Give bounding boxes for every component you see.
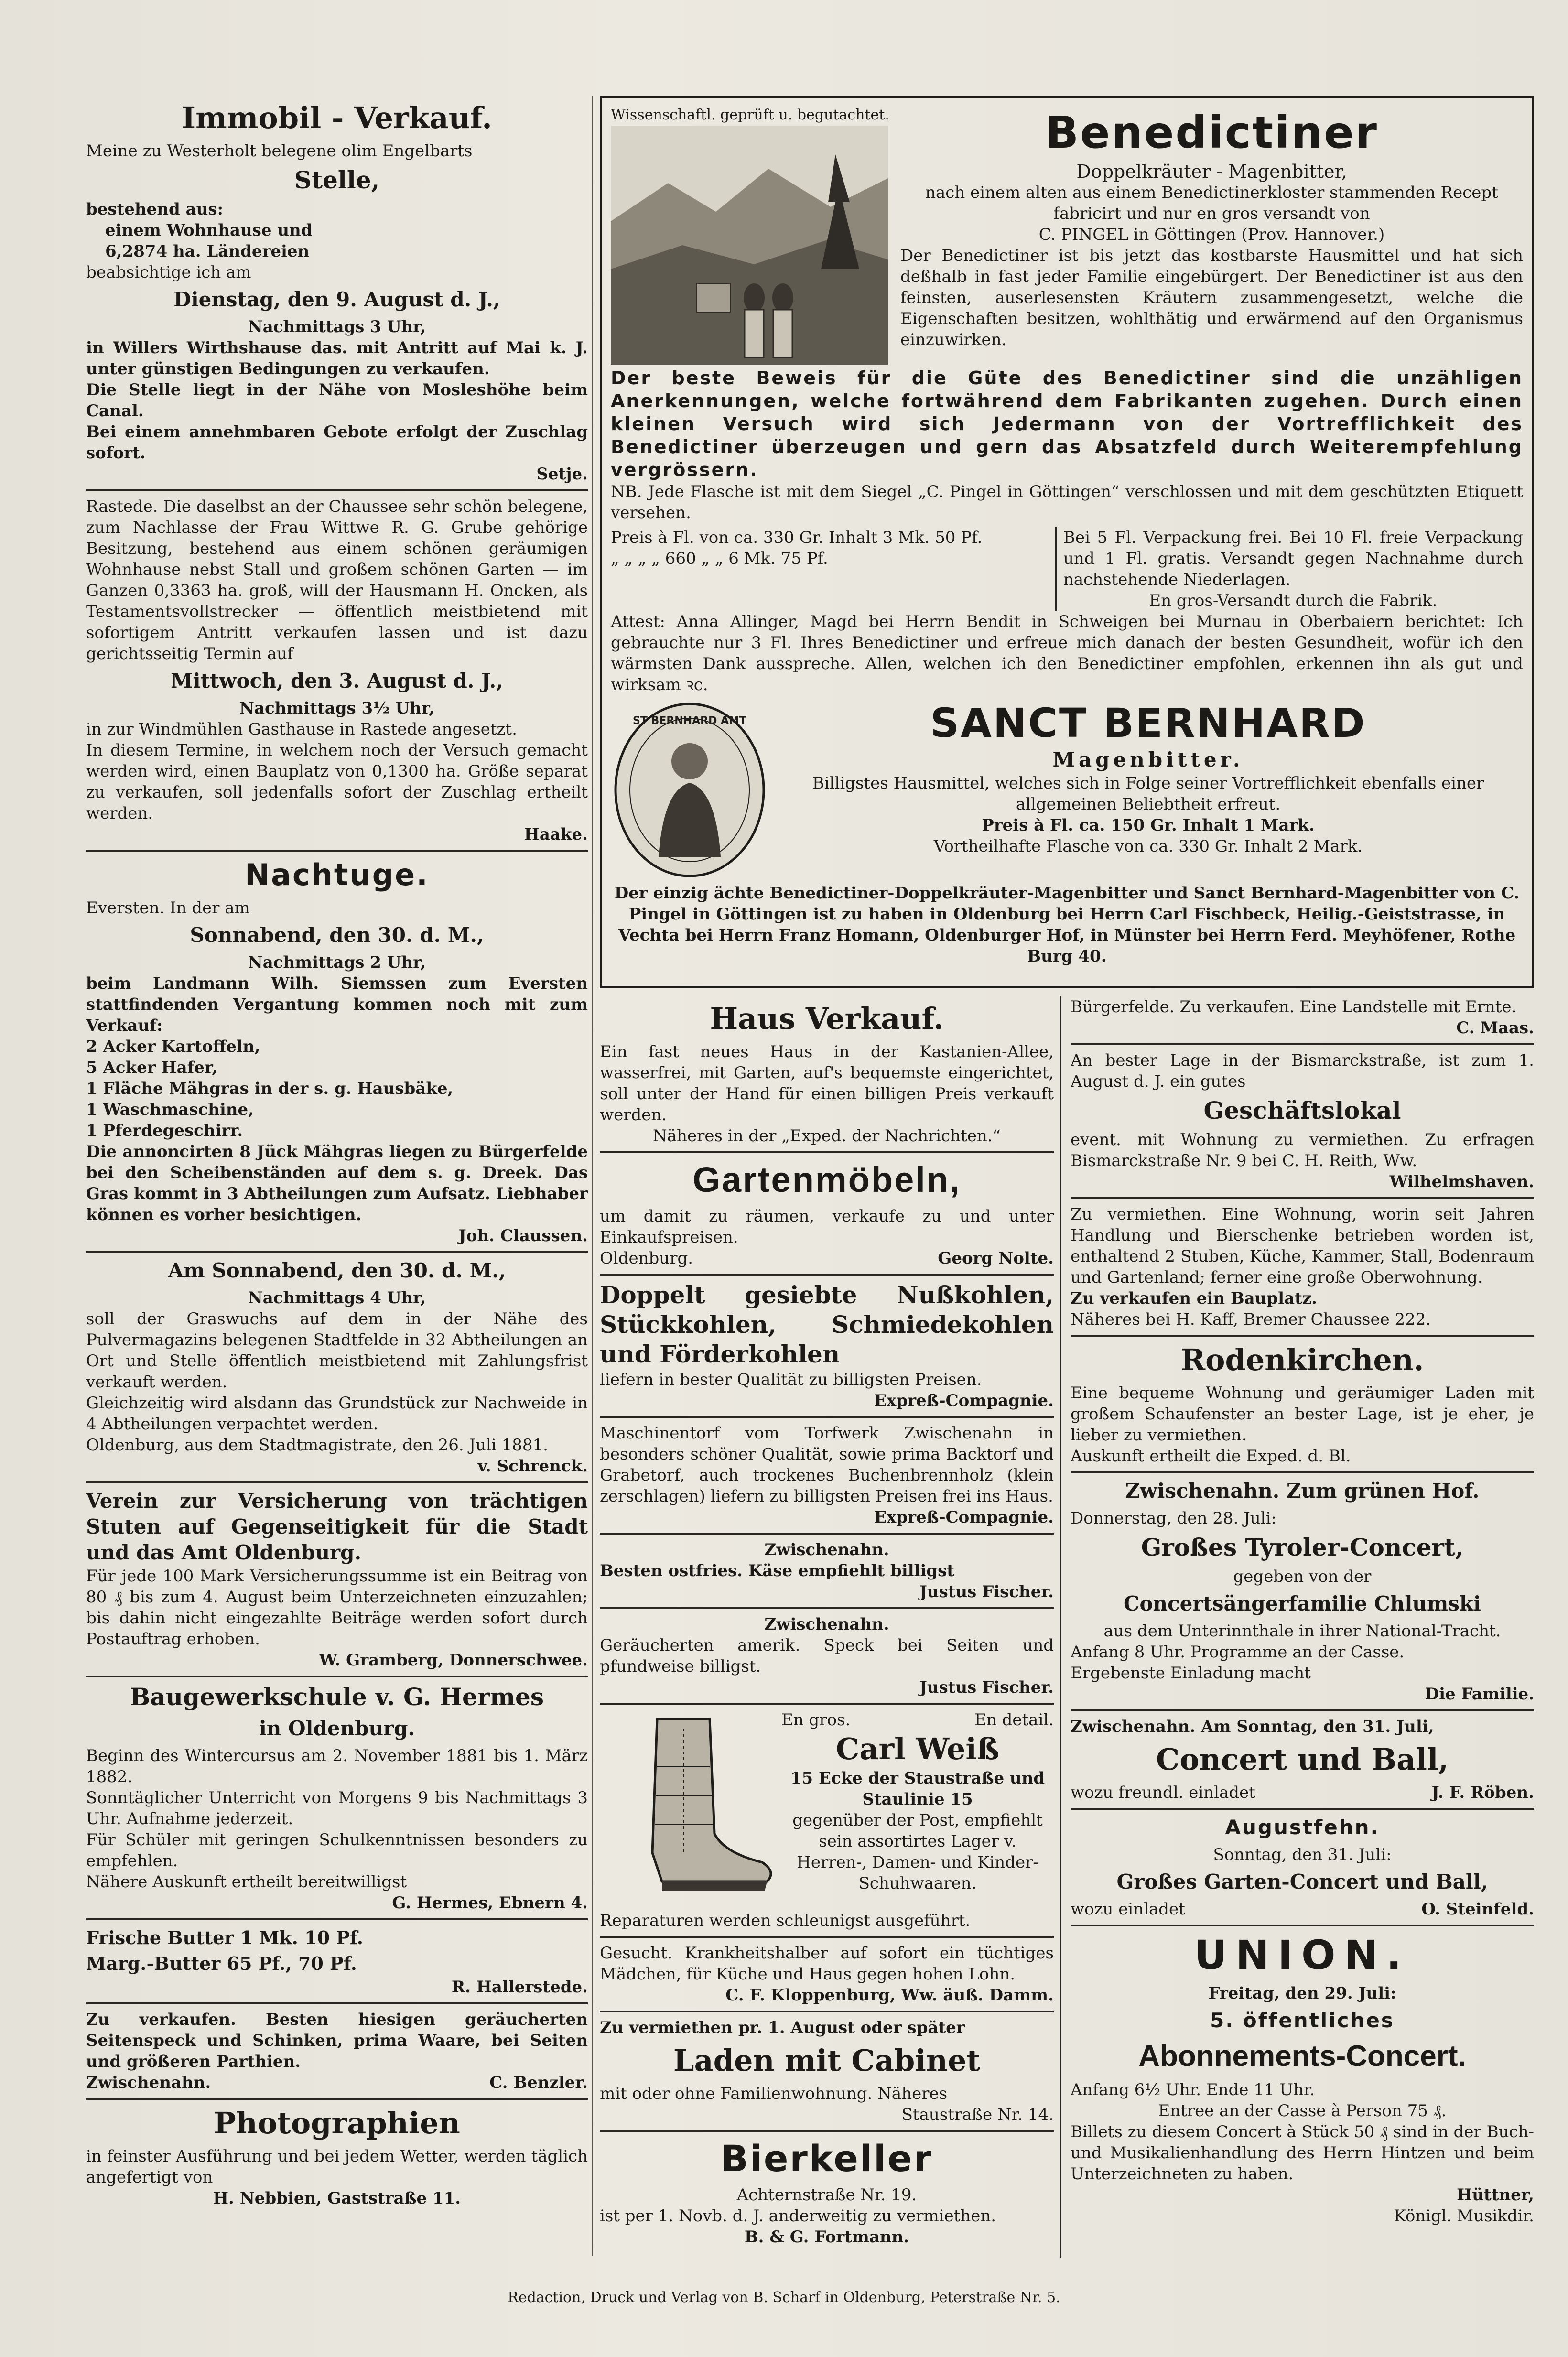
- ad-text: in Willers Wirthshause das. mit Antritt auf Mai k. J. unter günstigen Bedingungen zu verkaufen.: [86, 338, 588, 378]
- ad-text: Zu vermiethen pr. 1. August oder später: [600, 2018, 965, 2037]
- divider: [86, 2002, 588, 2004]
- ad-text: Am Sonnabend, den 30. d. M.,: [168, 1259, 506, 1282]
- ad-text: Ein fast neues Haus in der Kastanien-Allee, wasserfrei, mit Garten, auf's bequemste eingerichtet, soll unter der Hand für einen billigen Preis verkauft werden.: [600, 1042, 1054, 1124]
- ad-signature: R. Hallerstede.: [451, 1978, 588, 1997]
- ad-text: gegenüber der Post, empfiehlt sein assortirtes Lager v. Herren-, Damen- und Kinder-Schuhwaaren.: [792, 1811, 1043, 1893]
- ad-nachtuge: [86, 856, 588, 1246]
- ad-text: En gros.: [781, 1710, 851, 1730]
- ad-title: Augustfehn.: [1225, 1816, 1380, 1839]
- price-line: Preis à Fl. ca. 150 Gr. Inhalt 1 Mark.: [982, 816, 1315, 835]
- divider: [1071, 1471, 1534, 1473]
- ad-text: wozu einladet: [1071, 1900, 1185, 1919]
- divider: [600, 1416, 1054, 1418]
- ad-text: gegeben von der: [1233, 1567, 1372, 1586]
- ad-text: wozu freundl. einladet: [1071, 1783, 1255, 1802]
- ad-text: Anfang 8 Uhr. Programme an der Casse.: [1071, 1643, 1405, 1662]
- ad-augustfehn: [1071, 1815, 1534, 1920]
- ad-text: 5 Acker Hafer,: [86, 1058, 218, 1077]
- ad-rodenkirchen: [1071, 1341, 1534, 1467]
- ad-signature: Expreß-Compagnie.: [874, 1508, 1054, 1527]
- ad-title: Gartenmöbeln,: [692, 1160, 961, 1200]
- ad-signature: Georg Nolte.: [938, 1249, 1054, 1268]
- ad-text: Bürgerfelde. Zu verkaufen. Eine Landstelle mit Ernte.: [1071, 997, 1517, 1016]
- ad-text: 6,2874 ha. Ländereien: [105, 242, 310, 261]
- ad-text: Näheres bei H. Kaff, Bremer Chaussee 222.: [1071, 1310, 1431, 1329]
- divider: [86, 489, 588, 491]
- ad-benedictiner-box: [600, 96, 1534, 989]
- ad-text: En detail.: [974, 1710, 1054, 1730]
- ad-text: Nachmittags 3 Uhr,: [248, 317, 426, 336]
- ad-title-bernhard: SANCT BERNHARD: [930, 700, 1366, 746]
- ad-text: Anfang 6½ Uhr. Ende 11 Uhr.: [1071, 2080, 1315, 2099]
- shipping-terms: Bei 5 Fl. Verpackung frei. Bei 10 Fl. freie Verpackung und 1 Fl. gratis. Versandt gegen Nachnahme durch nachstehende Niederlagen.: [1063, 528, 1523, 589]
- ad-signature: W. Gramberg, Donnerschwee.: [319, 1651, 588, 1670]
- ad-text: Sonnabend, den 30. d. M.,: [190, 923, 484, 947]
- ad-text: Gleichzeitig wird alsdann das Grundstück zur Nachweide in 4 Abtheilungen verpachtet werden.: [86, 1394, 588, 1434]
- divider: [600, 2130, 1054, 2132]
- ad-text: Oldenburg, aus dem Stadtmagistrate, den 26. Juli 1881.: [86, 1436, 548, 1455]
- ad-text: Marg.-Butter 65 Pf., 70 Pf.: [86, 1953, 357, 1974]
- ad-emphasis: Der beste Beweis für die Güte des Benedictiner sind die unzähligen Anerkennungen, welche fortwährend dem Fabrikanten zugehen. Durch einen kleinen Versuch wird sich Jedermann von der Vortrefflichkeit des Benedictiner überzeugen und gern das Absatzfeld durch Weiterempfehlung vergrössern.: [611, 368, 1523, 480]
- seal-text: ST BERNHARD AMT: [633, 715, 746, 727]
- ad-torf: [600, 1423, 1054, 1528]
- ad-title: UNION.: [1194, 1932, 1410, 1979]
- ad-text: beabsichtige ich am: [86, 263, 251, 282]
- dealers-list: Der einzig ächte Benedictiner-Doppelkräuter-Magenbitter und Sanct Bernhard-Magenbitter von C. Pingel in Göttingen ist zu haben in Oldenburg bei Herrn Carl Fischbeck, Heilig.-Geiststrasse, in Vechta bei Herrn Franz Homann, Oldenburger Hof, in Münster bei Herrn Ferd. Meyhöfener, Rothe Burg 40.: [614, 884, 1520, 966]
- ad-place: Zwischenahn.: [764, 1615, 889, 1634]
- boot-illustration: [600, 1709, 781, 1910]
- ad-text: Billets zu diesem Concert à Stück 50 ₰ sind in der Buch- und Musikalienhandlung des Herrn Hintzen und beim Unterzeichneten zu haben.: [1071, 2122, 1534, 2184]
- ad-bierkeller: [600, 2137, 1054, 2248]
- ad-text: C. PINGEL in Göttingen (Prov. Hannover.): [1038, 225, 1385, 244]
- ad-place: Zwischenahn.: [86, 2073, 211, 2092]
- ad-tyroler-concert: [1071, 1478, 1534, 1705]
- ad-text: Achternstraße Nr. 19.: [736, 2185, 917, 2205]
- shipping-terms: En gros-Versandt durch die Fabrik.: [1149, 591, 1438, 610]
- ad-text: Zwischenahn. Am Sonntag, den 31. Juli,: [1071, 1717, 1434, 1736]
- ad-title: Nachtuge.: [245, 857, 429, 892]
- monk-seal-illustration: [611, 699, 773, 883]
- ad-signature: B. & G. Fortmann.: [744, 2227, 909, 2247]
- ad-text: aus dem Unterinnthale in ihrer National-Tracht.: [1103, 1622, 1501, 1641]
- ad-text: Sonntag, den 31. Juli:: [1213, 1845, 1392, 1864]
- ad-photographien: [86, 2105, 588, 2209]
- ad-text: Eine bequeme Wohnung und geräumiger Laden mit großem Schaufenster an bester Lage, ist je eher, je lieber zu vermiethen.: [1071, 1384, 1534, 1445]
- ad-text: An bester Lage in der Bismarckstraße, ist zum 1. August d. J. ein gutes: [1071, 1051, 1534, 1091]
- ad-text: Mittwoch, den 3. August d. J.,: [171, 669, 503, 692]
- ad-title: Benedictiner: [1045, 107, 1379, 158]
- ad-rastede: [86, 496, 588, 845]
- ad-text: Maschinentorf vom Torfwerk Zwischenahn in besonders schöner Qualität, sowie prima Backtorf und Grabetorf, auch trockenes Buchenbrennholz (klein zerschlagen) liefern zu billigsten Preisen frei ins Haus.: [600, 1424, 1054, 1506]
- ad-text: Zu verkaufen. Besten hiesigen geräucherten Seitenspeck und Schinken, prima Waare, bei Seiten und größeren Parthien.: [86, 2010, 588, 2071]
- ad-vermiethen: [1071, 1204, 1534, 1330]
- ad-text: nach einem alten aus einem Benedictinerkloster stammenden Recept fabricirt und nur en gros versandt von: [925, 183, 1498, 223]
- ad-text: 1 Waschmaschine,: [86, 1100, 254, 1119]
- ad-text: Nähere Auskunft ertheilt bereitwilligst: [86, 1872, 407, 1892]
- ad-headline: Concertsängerfamilie Chlumski: [1124, 1592, 1481, 1615]
- ad-text: einem Wohnhause und: [105, 221, 313, 240]
- divider: [86, 1918, 588, 1920]
- ad-text: Stelle,: [294, 166, 380, 194]
- engraving-monks-landscape: [611, 105, 893, 367]
- ad-text: Sonntäglicher Unterricht von Morgens 9 bis Nachmittags 3 Uhr. Aufnahme jederzeit.: [86, 1788, 588, 1828]
- ad-text: in zur Windmühlen Gasthause in Rastede angesetzt.: [86, 720, 517, 739]
- divider: [1071, 1043, 1534, 1045]
- ad-title: Zwischenahn. Zum grünen Hof.: [1125, 1479, 1480, 1503]
- ad-signature: C. F. Kloppenburg, Ww. äuß. Damm.: [725, 1986, 1054, 2005]
- ad-headline: Großes Tyroler-Concert,: [1141, 1533, 1464, 1561]
- ad-text: 1 Fläche Mähgras in der s. g. Hausbäke,: [86, 1079, 454, 1098]
- ad-signature: Justus Fischer.: [919, 1582, 1054, 1601]
- ad-signature: Hüttner,: [1457, 2185, 1534, 2205]
- ad-signature: O. Steinfeld.: [1421, 1900, 1534, 1919]
- ad-text: Auskunft ertheilt die Exped. d. Bl.: [1071, 1447, 1351, 1466]
- ad-text: Nachmittags 3½ Uhr,: [239, 699, 435, 718]
- ad-kohlen: [600, 1280, 1054, 1411]
- imprint-footer: Redaction, Druck und Verlag von B. Scharf in Oldenburg, Peterstraße Nr. 5.: [508, 2289, 1060, 2306]
- price-line: Vortheilhafte Flasche von ca. 330 Gr. Inhalt 2 Mark.: [933, 837, 1363, 856]
- ad-subtitle: Doppelkräuter - Magenbitter,: [1076, 161, 1347, 182]
- ad-buergerfelde: [1071, 996, 1534, 1038]
- ad-text: Dienstag, den 9. August d. J.,: [173, 288, 500, 311]
- ad-signature: Joh. Claussen.: [458, 1226, 588, 1245]
- ad-geschaeftslokal: [1071, 1050, 1534, 1192]
- divider: [1071, 1709, 1534, 1711]
- ad-signature: C. Benzler.: [489, 2073, 588, 2092]
- ad-text: Gesucht. Krankheitshalber auf sofort ein tüchtiges Mädchen, für Küche und Haus gegen hohen Lohn.: [600, 1944, 1054, 1984]
- ad-benzler: [86, 2009, 588, 2093]
- divider: [1071, 1808, 1534, 1810]
- divider: [600, 1607, 1054, 1609]
- divider: [600, 1936, 1054, 1938]
- ad-text: Näheres in der „Exped. der Nachrichten.“: [653, 1126, 1001, 1146]
- ad-text: Ergebenste Einladung macht: [1071, 1664, 1311, 1683]
- divider: [600, 1703, 1054, 1705]
- ad-title: Rodenkirchen.: [1180, 1342, 1424, 1377]
- ad-speck: [600, 1614, 1054, 1698]
- ad-text: beim Landmann Wilh. Siemssen zum Eversten stattfindenden Vergantung kommen noch mit zum Verkauf:: [86, 974, 588, 1035]
- price-line: „ „ „ „ 660 „ „ 6 Mk. 75 Pf.: [611, 549, 828, 568]
- landscape-illustration: [611, 126, 888, 365]
- ad-kaese: [600, 1539, 1054, 1602]
- ad-graswuchs: [86, 1258, 588, 1477]
- ad-signature: Wilhelmshaven.: [1389, 1172, 1534, 1191]
- divider: [86, 1676, 588, 1677]
- column-divider: [592, 96, 593, 2256]
- ad-signature: H. Nebbien, Gaststraße 11.: [213, 2189, 461, 2208]
- ad-text: bestehend aus:: [86, 200, 224, 219]
- ad-text: Donnerstag, den 28. Juli:: [1071, 1509, 1276, 1528]
- ad-headline: Großes Garten-Concert und Ball,: [1116, 1870, 1488, 1893]
- ad-note: NB. Jede Flasche ist mit dem Siegel „C. Pingel in Göttingen“ verschlossen und mit dem geschützten Etiquett versehen.: [611, 482, 1523, 522]
- divider: [86, 2098, 588, 2100]
- ad-union-concert: [1071, 1931, 1534, 2227]
- ad-title: Haus Verkauf.: [710, 1001, 944, 1036]
- column-right: [1071, 996, 1534, 2227]
- ad-signature: J. F. Röben.: [1431, 1783, 1534, 1802]
- ad-caption: Wissenschaftl. geprüft u. begutachtet.: [611, 107, 889, 123]
- ad-text: Billigstes Hausmittel, welches sich in Folge seiner Vortrefflichkeit ebenfalls einer allgemeinen Beliebtheit erfreut.: [812, 774, 1484, 814]
- ad-text: Beginn des Wintercursus am 2. November 1881 bis 1. März 1882.: [86, 1746, 588, 1786]
- column-divider: [1060, 996, 1061, 2258]
- ad-text: mit oder ohne Familienwohnung. Näheres: [600, 2084, 948, 2103]
- ad-text: liefern in bester Qualität zu billigsten Preisen.: [600, 1370, 982, 1389]
- divider: [600, 1274, 1054, 1276]
- ad-text: Zu vermiethen. Eine Wohnung, worin seit Jahren Handlung und Bierschenke betrieben worden ist, enthaltend 2 Stuben, Küche, Kammer, Stall, Bodenraum und Gartenland; ferner eine große Oberwohnung.: [1071, 1205, 1534, 1287]
- ad-title: Laden mit Cabinet: [673, 2043, 981, 2078]
- ad-text: Frische Butter 1 Mk. 10 Pf.: [86, 1927, 364, 1948]
- ad-text: 2 Acker Kartoffeln,: [86, 1037, 260, 1056]
- ad-place: Zwischenahn.: [764, 1540, 889, 1559]
- ad-concert-ball: [1071, 1716, 1534, 1803]
- ad-text: In diesem Termine, in welchem noch der Versuch gemacht werden wird, einen Bauplatz von 0,1300 ha. Größe separat zu verkaufen, soll jedenfalls sofort der Zuschlag ertheilt werden.: [86, 741, 588, 823]
- ad-carl-weiss: [600, 1709, 1054, 1910]
- ad-text: Die Stelle liegt in der Nähe von Mosleshöhe beim Canal.: [86, 380, 588, 421]
- ad-text: Der Benedictiner ist bis jetzt das kostbarste Hausmittel und hat sich deßhalb in fast jeder Familie eingebürgert. Der Benedictiner ist aus den feinsten, auserlesensten Kräutern zusammengesetzt, welche die Eigenschaften besitzen, wohlthätig und erwärmend auf den Organismus einzuwirken.: [900, 246, 1523, 349]
- ad-text: Meine zu Westerholt belegene olim Engelbarts: [86, 141, 473, 161]
- ad-verein: [86, 1488, 588, 1671]
- divider: [86, 850, 588, 852]
- ad-text: ist per 1. Novb. d. J. anderweitig zu vermiethen.: [600, 2206, 996, 2226]
- ad-signature: G. Hermes, Ebnern 4.: [392, 1893, 588, 1913]
- ad-title: Immobil - Verkauf.: [182, 100, 492, 135]
- ad-text: Geräucherten amerik. Speck bei Seiten und pfundweise billigst.: [600, 1636, 1054, 1676]
- divider: [600, 1533, 1054, 1535]
- ad-text: Für Schüler mit geringen Schulkenntnissen besonders zu empfehlen.: [86, 1830, 588, 1870]
- ad-signature: Die Familie.: [1425, 1685, 1534, 1704]
- ad-signature: Justus Fischer.: [919, 1678, 1054, 1697]
- ad-place: Oldenburg.: [600, 1249, 693, 1268]
- ad-laden: [600, 2017, 1054, 2125]
- ad-text: Reparaturen werden schleunigst ausgeführt.: [600, 1911, 971, 1930]
- ad-text: 1 Pferdegeschirr.: [86, 1121, 243, 1140]
- ad-text: in feinster Ausführung und bei jedem Wetter, werden täglich angefertigt von: [86, 2147, 588, 2187]
- ad-gesucht: [600, 1943, 1054, 2006]
- ad-text: Staustraße Nr. 14.: [901, 2105, 1054, 2124]
- ad-gartenmoebeln: [600, 1158, 1054, 1269]
- divider: [86, 1481, 588, 1483]
- ad-subtitle: in Oldenburg.: [259, 1717, 415, 1740]
- ad-text: Rastede. Die daselbst an der Chaussee sehr schön belegene, zum Nachlasse der Frau Wittwe R. G. Grube gehörige Besitzung, bestehend aus einem schönen geräumigen Wohnhause nebst Stall und großem schönen Garten — im Ganzen 0,3363 ha. groß, will der Hausmann H. Oncken, als Testamentsvollstrecker — öffentlich meistbietend mit sofortigem Antritt verkaufen lassen und ist dazu gerichtsseitig Termin auf: [86, 497, 588, 663]
- ad-text: Für jede 100 Mark Versicherungssumme ist ein Beitrag von 80 ₰ bis zum 4. August beim Unterzeichneten einzuzahlen; bis dahin nicht eingezahlte Beiträge werden sofort durch Postauftrag erhoben.: [86, 1567, 588, 1649]
- ad-haus-verkauf: [600, 1000, 1054, 1146]
- ad-signature: C. Maas.: [1456, 1018, 1534, 1038]
- ad-text: Eversten. In der am: [86, 898, 250, 918]
- ad-text: Freitag, den 29. Juli:: [1208, 1984, 1396, 2003]
- ad-signature: Setje.: [536, 465, 588, 484]
- ad-text: Nachmittags 2 Uhr,: [248, 953, 426, 972]
- ad-text: Die annoncirten 8 Jück Mähgras liegen zu Bürgerfelde bei den Scheibenständen auf dem s. g. Dreek. Das Gras kommt in 3 Abtheilungen zum Aufsatz. Liebhaber können es vorher besichtigen.: [86, 1142, 588, 1224]
- ad-title: Verein zur Versicherung von trächtigen Stuten auf Gegenseitigkeit für die Stadt und das Amt Oldenburg.: [86, 1489, 588, 1564]
- ad-signature: Expreß-Compagnie.: [874, 1391, 1054, 1410]
- ad-subtitle: Magenbitter.: [1052, 748, 1244, 771]
- ad-text: 15 Ecke der Staustraße und Staulinie 15: [790, 1769, 1045, 1809]
- ad-immobil: [86, 99, 588, 485]
- divider: [600, 1151, 1054, 1153]
- divider: [1071, 1925, 1534, 1926]
- ad-headline: Abonnements-Concert.: [1138, 2040, 1466, 2073]
- divider: [86, 1251, 588, 1253]
- ad-text: Besten ostfries. Käse empfiehlt billigst: [600, 1561, 954, 1580]
- ad-signature: v. Schrenck.: [477, 1457, 588, 1476]
- price-line: Preis à Fl. von ca. 330 Gr. Inhalt 3 Mk. 50 Pf.: [611, 528, 983, 547]
- ad-text: um damit zu räumen, verkaufe zu und unter Einkaufspreisen.: [600, 1207, 1054, 1247]
- column-left: [86, 96, 588, 2209]
- ad-text: Bei einem annehmbaren Gebote erfolgt der Zuschlag sofort.: [86, 422, 588, 463]
- column-middle: [600, 996, 1054, 2248]
- ad-title: Concert und Ball,: [1156, 1742, 1449, 1777]
- ad-text: Zu verkaufen ein Bauplatz.: [1071, 1289, 1317, 1308]
- divider: [1071, 1335, 1534, 1337]
- ad-text: soll der Graswuchs auf dem in der Nähe des Pulvermagazins belegenen Stadtfelde in 32 Abtheilungen an Ort und Stelle öffentlich meistbietend mit Zahlungsfrist verkauft werden.: [86, 1309, 588, 1392]
- divider: [600, 2011, 1054, 2012]
- ad-baugewerkschule: [86, 1682, 588, 1914]
- ad-title: Photographien: [214, 2106, 460, 2141]
- divider: [1071, 1197, 1534, 1199]
- ad-text: Entree an der Casse à Person 75 ₰.: [1158, 2101, 1447, 2120]
- ad-signature: Haake.: [524, 825, 588, 844]
- ad-title: Baugewerkschule v. G. Hermes: [130, 1683, 544, 1711]
- ad-text: event. mit Wohnung zu vermiethen. Zu erfragen Bismarckstraße Nr. 9 bei C. H. Reith, Ww.: [1071, 1130, 1534, 1170]
- ad-title: Bierkeller: [720, 2137, 933, 2180]
- ad-text: 5. öffentliches: [1210, 2009, 1395, 2032]
- ad-title: Doppelt gesiebte Nußkohlen, Stückkohlen, Schmiedekohlen und Förderkohlen: [600, 1281, 1054, 1368]
- ad-attest: Attest: Anna Allinger, Magd bei Herrn Bendit in Schweigen bei Murnau in Oberbaiern berichtet: Ich gebrauchte nur 3 Fl. Ihres Benedictiner und erfreue mich danach der besten Gesundheit, wofür ich den wärmsten Dank ausspreche. Allen, welchen ich den Benedictiner empfohlen, erkennen ihn als gut und wirksam ꝛc.: [611, 612, 1523, 694]
- ad-title: Carl Weiß: [836, 1731, 999, 1766]
- ad-signature: Königl. Musikdir.: [1394, 2206, 1534, 2226]
- ad-butter: [86, 1925, 588, 1998]
- ad-text: Nachmittags 4 Uhr,: [248, 1288, 426, 1308]
- ad-title: Geschäftslokal: [1203, 1096, 1401, 1124]
